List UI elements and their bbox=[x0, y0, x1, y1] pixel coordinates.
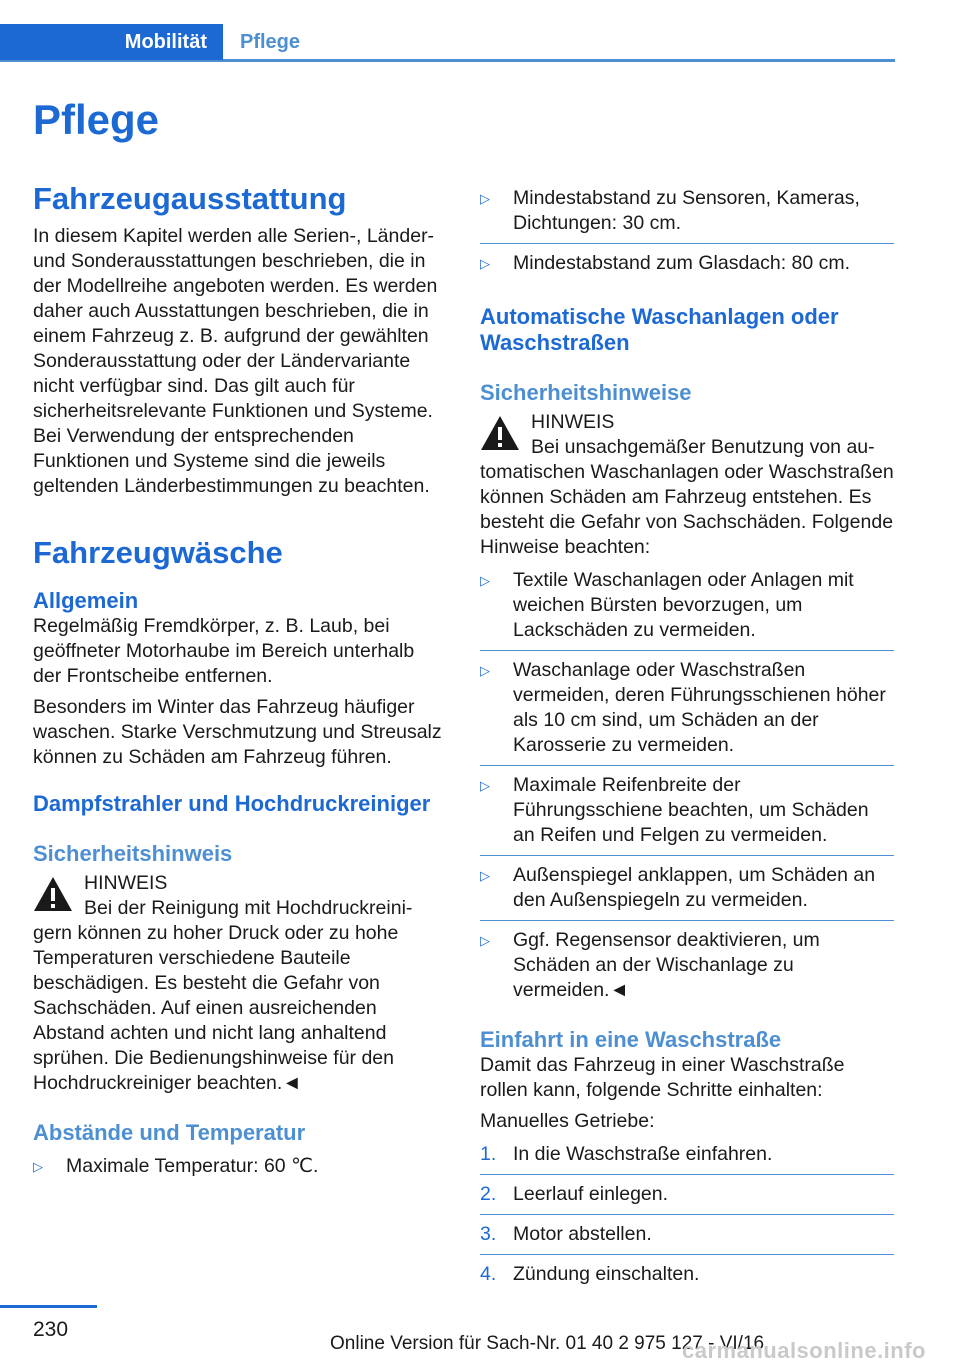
warning-triangle-icon bbox=[480, 415, 520, 451]
page-title: Pflege bbox=[33, 96, 160, 143]
triangle-bullet-icon: ▷ bbox=[480, 191, 490, 206]
warning-triangle-icon bbox=[33, 876, 73, 912]
list-abstaende bbox=[33, 1154, 447, 1179]
step-item: 1. In die Waschstraße einfahren. bbox=[480, 1143, 773, 1165]
footer-online-version: Online Version für Sach-Nr. 01 40 2 975 127 - VI/16 bbox=[330, 1333, 765, 1354]
step-item: 2. Leerlauf einlegen. bbox=[480, 1174, 894, 1207]
list-waschanlagen bbox=[480, 568, 894, 1003]
text-allgemein-2: Besonders im Winter das Fahrzeug häufiger waschen. Starke Verschmutzung und Streusalz können zu Schäden am Fahrzeug führen. bbox=[33, 696, 442, 768]
list-item: ▷ Mindestabstand zum Glasdach: 80 cm. bbox=[480, 243, 894, 276]
triangle-bullet-icon: ▷ bbox=[480, 663, 490, 678]
step-item: 3. Motor abstellen. bbox=[480, 1214, 894, 1247]
heading-waschanlagen: Automatische Waschanlagen oder Waschstraßen bbox=[480, 304, 839, 355]
text-fahrzeugausstattung: In diesem Kapitel werden alle Serien-, Länder- und Sonderausstattungen beschrieben, die in der Modellreihe angeboten werden. Es werden daher auch Ausstattungen beschrieben, die in einem Fahrzeug z. B. aufgrund der gewählten Sonderausstattung oder der Ländervariante nicht verfügbar sind. Das gilt auch für sicherheitsrelevante Funktionen und Systeme. Bei Verwendung der entsprechenden Funktionen und Systeme sind die jeweils geltenden Länderbestimmungen zu beachten. bbox=[33, 225, 438, 497]
step-number: 3. bbox=[480, 1223, 497, 1245]
warning-hochdruck bbox=[33, 871, 447, 1096]
heading-fahrzeugwaesche: Fahrzeugwäsche bbox=[33, 535, 283, 570]
list-item: ▷ Außenspiegel anklappen, um Schäden an den Außenspiegeln zu vermeiden. bbox=[480, 855, 894, 913]
heading-sicherheitshinweise: Sicherheitshinweise bbox=[480, 380, 692, 405]
heading-dampfstrahler: Dampfstrahler und Hochdruckreiniger bbox=[33, 791, 431, 816]
watermark: carmanualsonline.info bbox=[682, 1338, 926, 1362]
triangle-bullet-icon: ▷ bbox=[480, 573, 490, 588]
steps-list bbox=[480, 1142, 894, 1287]
list-item: ▷ Mindestabstand zu Sensoren, Kameras, Dichtungen: 30 cm. bbox=[480, 187, 860, 234]
text-allgemein-1: Regelmäßig Fremdkörper, z. B. Laub, bei geöffneter Motorhaube im Bereich unterhalb der Frontscheibe entfernen. bbox=[33, 615, 415, 687]
step-number: 1. bbox=[480, 1143, 497, 1165]
list-item: ▷ Maximale Reifenbreite der Führungsschiene beachten, um Schäden an Reifen und Felgen zu vermeiden. bbox=[480, 765, 894, 848]
triangle-bullet-icon: ▷ bbox=[480, 868, 490, 883]
page-number: 230 bbox=[33, 1318, 69, 1341]
list-item: ▷ Waschanlage oder Waschstraßen vermeiden, deren Führungsschienen höher als 10 cm sind, um Schäden an der Karosserie zu vermeiden. bbox=[480, 650, 894, 758]
triangle-bullet-icon: ▷ bbox=[480, 778, 490, 793]
header-tabbar bbox=[0, 24, 895, 62]
warning-first-line: Bei der Reinigung mit Hochdruckreini- bbox=[84, 897, 413, 919]
warning-label: HINWEIS bbox=[531, 411, 615, 433]
heading-allgemein: Allgemein bbox=[33, 588, 139, 613]
heading-abstaende: Abstände und Temperatur bbox=[33, 1120, 306, 1145]
step-number: 2. bbox=[480, 1183, 497, 1205]
tab-pflege[interactable]: Pflege bbox=[240, 31, 301, 53]
triangle-bullet-icon: ▷ bbox=[480, 256, 490, 271]
warning-waschanlagen bbox=[480, 410, 894, 560]
right-column bbox=[480, 186, 894, 1287]
left-column bbox=[33, 180, 447, 1179]
list-item: ▷ Textile Waschanlagen oder Anlagen mit weichen Bürsten bevorzugen, um Lackschäden zu vermeiden. bbox=[480, 569, 854, 641]
heading-fahrzeugausstattung: Fahrzeugausstattung bbox=[33, 181, 347, 216]
warning-label: HINWEIS bbox=[84, 872, 168, 894]
page-number-rule bbox=[0, 1305, 97, 1308]
text-einfahrt: Damit das Fahrzeug in einer Waschstraße rollen kann, folgende Schritte einhalten: bbox=[480, 1054, 845, 1101]
list-item: ▷ Maximale Temperatur: 60 ℃. bbox=[33, 1155, 319, 1177]
list-item: ▷ Ggf. Regensensor deaktivieren, um Schäden an der Wischanlage zu vermeiden.◄ bbox=[480, 920, 894, 1003]
tab-mobilitaet[interactable]: Mobilität bbox=[0, 24, 223, 60]
heading-einfahrt: Einfahrt in eine Waschstraße bbox=[480, 1027, 782, 1052]
list-abstaende-cont bbox=[480, 186, 894, 276]
heading-sicherheitshinweis: Sicherheitshinweis bbox=[33, 841, 233, 866]
text-getriebe: Manuelles Getriebe: bbox=[480, 1110, 655, 1132]
triangle-bullet-icon: ▷ bbox=[33, 1159, 43, 1174]
warning-text: tomatischen Waschanlagen oder Waschstraßen können Schäden am Fahrzeug entstehen. Es besteht die Gefahr von Sachschäden. Folgende Hinweise beachten: bbox=[480, 461, 894, 558]
warning-first-line: Bei unsachgemäßer Benutzung von au- bbox=[531, 436, 875, 458]
triangle-bullet-icon: ▷ bbox=[480, 933, 490, 948]
step-number: 4. bbox=[480, 1263, 497, 1285]
warning-text: gern können zu hoher Druck oder zu hohe Temperaturen verschiedene Bauteile beschädigen. Es besteht die Gefahr von Sachschäden. Auf einen ausreichenden Abstand achten und nicht lang anhaltend sprühen. Die Bedienungshinweise für den Hochdruckreiniger beachten.◄ bbox=[33, 922, 399, 1094]
step-item: 4. Zündung einschalten. bbox=[480, 1254, 894, 1287]
